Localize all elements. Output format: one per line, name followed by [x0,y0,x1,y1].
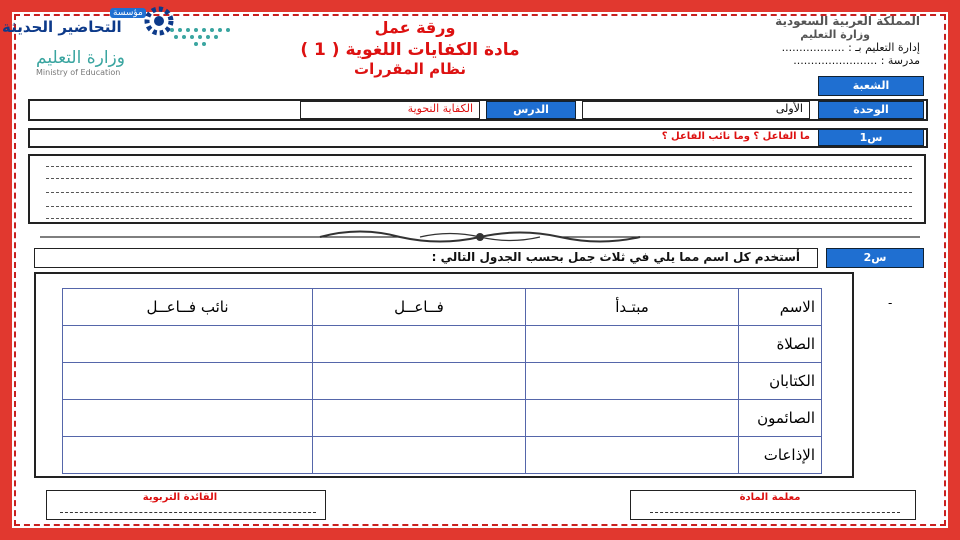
watermark-top: مؤسسة [110,8,146,18]
answer-cell[interactable] [526,400,739,437]
q2-text: أستخدم كل اسم مما يلي في ثلاث جمل بحسب الجدول التالي : [431,250,800,264]
header-name: الاسم [739,289,822,326]
answer-line [46,218,912,219]
q1-label: س1 [818,129,924,146]
answer-cell[interactable] [526,437,739,474]
title-line3: نظام المقررات [354,60,466,78]
teacher-label: معلمة المادة [739,492,801,503]
answer-cell[interactable] [313,326,526,363]
leader-signature-line [60,512,316,513]
answer-cell[interactable] [313,437,526,474]
answer-cell[interactable] [63,363,313,400]
ministry-name: وزارة التعليم [800,28,870,41]
header-right [600,14,920,67]
row-noun: الصلاة [739,326,822,363]
country-name: المملكة العربية السعودية [775,14,920,28]
dash-mark: - [888,296,893,310]
title-line2: مادة الكفايات اللغوية ( 1 ) [300,40,520,60]
leader-label: القائدة التربوية [142,492,218,503]
answer-cell[interactable] [313,400,526,437]
answer-cell[interactable] [63,437,313,474]
table-row [63,400,822,437]
q1-text: ما الفاعل ؟ وما نائب الفاعل ؟ [661,131,810,142]
education-dept: إدارة التعليم بـ : .................. [781,41,920,54]
answer-cell[interactable] [313,363,526,400]
table-header-row [63,289,822,326]
row-noun: الصائمون [739,400,822,437]
header-agent: فــاعــل [313,289,526,326]
lesson-label: الدرس [486,101,576,119]
q2-label: س2 [826,248,924,268]
unit-value: الأولى [582,101,810,119]
section-label: الشعبة [818,76,924,96]
table-row [63,363,822,400]
answer-line [46,178,912,179]
row-noun: الكتابان [739,363,822,400]
ministry-dots-icon [166,24,236,48]
answer-line [46,166,912,167]
table-row [63,437,822,474]
school-name: مدرسة : ........................ [793,54,920,67]
title-line1: ورقة عمل [374,18,456,37]
answer-cell[interactable] [63,400,313,437]
lesson-value: الكفاية النحوية [300,101,480,119]
q1-answer-area[interactable] [28,154,926,224]
row-noun: الإذاعات [739,437,822,474]
answer-table [62,288,822,474]
ministry-arabic: وزارة التعليم [36,48,125,68]
answer-cell[interactable] [526,363,739,400]
ministry-english: Ministry of Education [36,68,121,77]
watermark-text: التحاضير الحديثة [2,18,122,36]
ornament-divider [40,228,920,246]
ministry-logo [36,22,236,82]
header-passive-agent: نائب فــاعــل [63,289,313,326]
answer-cell[interactable] [526,326,739,363]
table-row [63,326,822,363]
answer-line [46,192,912,193]
answer-line [46,206,912,207]
teacher-signature-line [650,512,900,513]
unit-label: الوحدة [818,101,924,119]
answer-cell[interactable] [63,326,313,363]
header-subject: مبتـدأ [526,289,739,326]
